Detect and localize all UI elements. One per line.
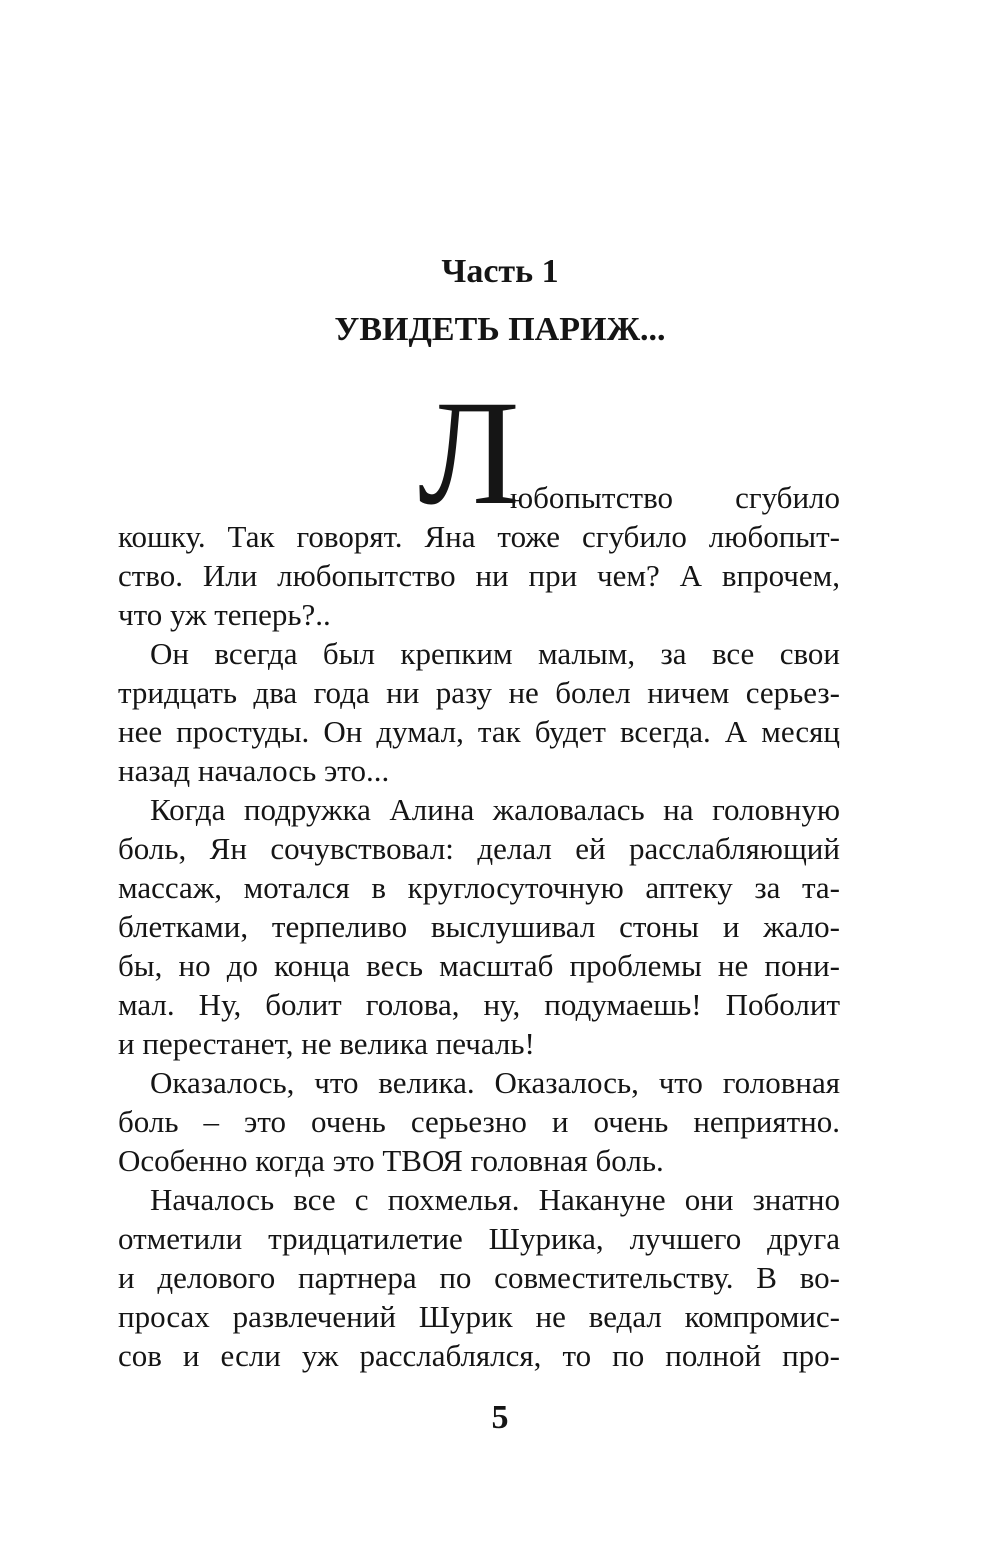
- chapter-title: УВИДЕТЬ ПАРИЖ...: [334, 311, 666, 348]
- text-line: тридцать два года ни разу не болел ничем серьез-: [118, 675, 840, 710]
- text-line: блетками, терпеливо выслушивал стоны и жало-: [118, 909, 840, 944]
- text-line: нее простуды. Он думал, так будет всегда. А месяц: [118, 714, 840, 749]
- text-line: боль – это очень серьезно и очень неприятно.: [118, 1104, 840, 1139]
- drop-cap: Л: [418, 370, 520, 536]
- text-line: юбопытство сгубило: [510, 480, 840, 515]
- part-title: Часть 1: [441, 253, 559, 290]
- text-line: массаж, мотался в круглосуточную аптеку за та-: [118, 870, 840, 905]
- text-line: кошку. Так говорят. Яна тоже сгубило любопыт-: [118, 519, 840, 554]
- text-line: бы, но до конца весь масштаб проблемы не пони-: [118, 948, 840, 983]
- text-line: сов и если уж расслаблялся, то по полной про-: [118, 1338, 840, 1373]
- text-line: что уж теперь?..: [118, 597, 331, 632]
- text-line: и перестанет, не велика печаль!: [118, 1026, 535, 1061]
- text-line: ство. Или любопытство ни при чем? А впрочем,: [118, 558, 840, 593]
- text-line: мал. Ну, болит голова, ну, подумаешь! Поболит: [118, 987, 840, 1022]
- text-line: боль, Ян сочувствовал: делал ей расслабляющий: [118, 831, 840, 866]
- text-line: отметили тридцатилетие Шурика, лучшего друга: [118, 1221, 840, 1256]
- page-number: 5: [491, 1399, 509, 1436]
- text-line: Оказалось, что велика. Оказалось, что головная: [150, 1065, 840, 1100]
- text-line: просах развлечений Шурик не ведал компромис-: [118, 1299, 840, 1334]
- text-line: Он всегда был крепким малым, за все свои: [150, 636, 840, 671]
- text-line: Когда подружка Алина жаловалась на головную: [150, 792, 840, 827]
- text-line: назад началось это...: [118, 753, 390, 788]
- text-line: Началось все с похмелья. Накануне они знатно: [150, 1182, 840, 1217]
- text-line: Особенно когда это ТВОЯ головная боль.: [118, 1143, 664, 1178]
- text-line: и делового партнера по совместительству. В во-: [118, 1260, 840, 1295]
